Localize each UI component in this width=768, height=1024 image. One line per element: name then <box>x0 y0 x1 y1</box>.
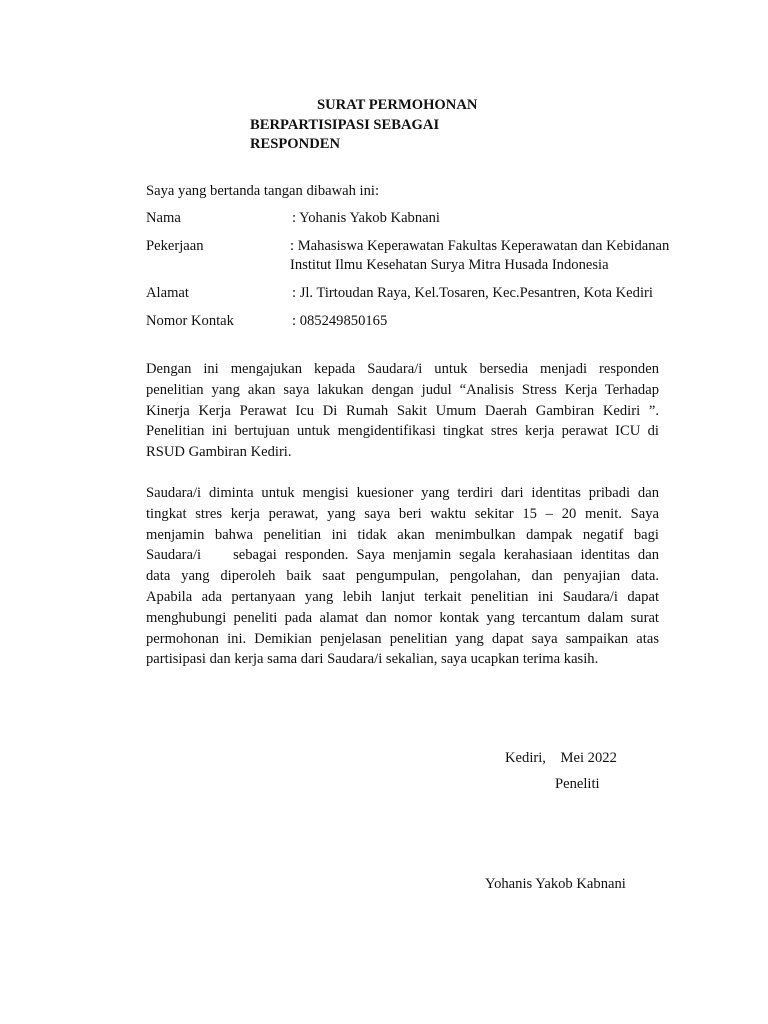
paragraph-2-line: Saudara/i sebagai responden. Saya menjamin segala kerahasiaan identitas dan <box>146 547 659 564</box>
job-value-line-1: : Mahasiswa Keperawatan Fakultas Keperawatan dan Kebidanan <box>290 238 670 254</box>
paragraph-2-line: Saudara/i diminta untuk mengisi kuesioner yang terdiri dari identitas pribadi dan <box>146 485 659 501</box>
signature-place-date: Kediri, Mei 2022 <box>505 750 617 766</box>
paragraph-2-line: tingkat stres kerja perawat, yang saya beri waktu sekitar 15 – 20 menit. Saya <box>146 505 659 522</box>
contact-value: : 085249850165 <box>292 313 388 329</box>
paragraph-2-line: menghubungi peneliti pada alamat dan nomor kontak yang tercantum dalam surat <box>146 609 659 626</box>
title-line-2: BERPARTISIPASI SEBAGAI <box>250 117 440 133</box>
paragraph-2-line: data yang diperoleh baik saat pengumpulan, pengolahan, dan penyajian data. <box>146 568 659 585</box>
paragraph-1 <box>146 359 659 463</box>
name-label: Nama <box>146 210 181 226</box>
paragraph-1-line: Penelitian ini bertujuan untuk mengidentifikasi tingkat stres kerja perawat ICU di <box>146 423 659 440</box>
contact-label: Nomor Kontak <box>146 313 234 329</box>
paragraph-1-line: RSUD Gambiran Kediri. <box>146 444 292 461</box>
title-line-3: RESPONDEN <box>250 136 341 152</box>
signature-name: Yohanis Yakob Kabnani <box>485 876 626 892</box>
paragraph-2-line: partisipasi dan kerja sama dari Saudara/i sekalian, saya ucapkan terima kasih. <box>146 651 599 668</box>
paragraph-1-line: Dengan ini mengajukan kepada Saudara/i untuk bersedia menjadi responden <box>146 361 659 377</box>
paragraph-1-line: penelitian yang akan saya lakukan dengan judul “Analisis Stress Kerja Terhadap <box>146 381 659 398</box>
paragraph-2 <box>146 483 659 670</box>
paragraph-2-line: menjamin bahwa penelitian ini tidak akan menimbulkan dampak negatif bagi <box>146 526 659 543</box>
paragraph-2-line: Apabila ada pertanyaan yang lebih lanjut terkait penelitian ini Saudara/i dapat <box>146 588 659 605</box>
name-value: : Yohanis Yakob Kabnani <box>292 210 440 226</box>
job-value-line-2: Institut Ilmu Kesehatan Surya Mitra Husada Indonesia <box>290 257 609 273</box>
paragraph-1-line: Kinerja Kerja Perawat Icu Di Rumah Sakit Umum Daerah Gambiran Kediri ”. <box>146 402 659 419</box>
signature-role: Peneliti <box>555 776 600 792</box>
intro-text: Saya yang bertanda tangan dibawah ini: <box>146 183 380 199</box>
address-label: Alamat <box>146 285 189 301</box>
paragraph-2-line: permohonan ini. Demikian penjelasan penelitian yang dapat saya sampaikan atas <box>146 630 659 647</box>
address-value: : Jl. Tirtoudan Raya, Kel.Tosaren, Kec.Pesantren, Kota Kediri <box>292 285 653 301</box>
title-line-1: SURAT PERMOHONAN <box>317 97 478 113</box>
job-label: Pekerjaan <box>146 238 204 254</box>
